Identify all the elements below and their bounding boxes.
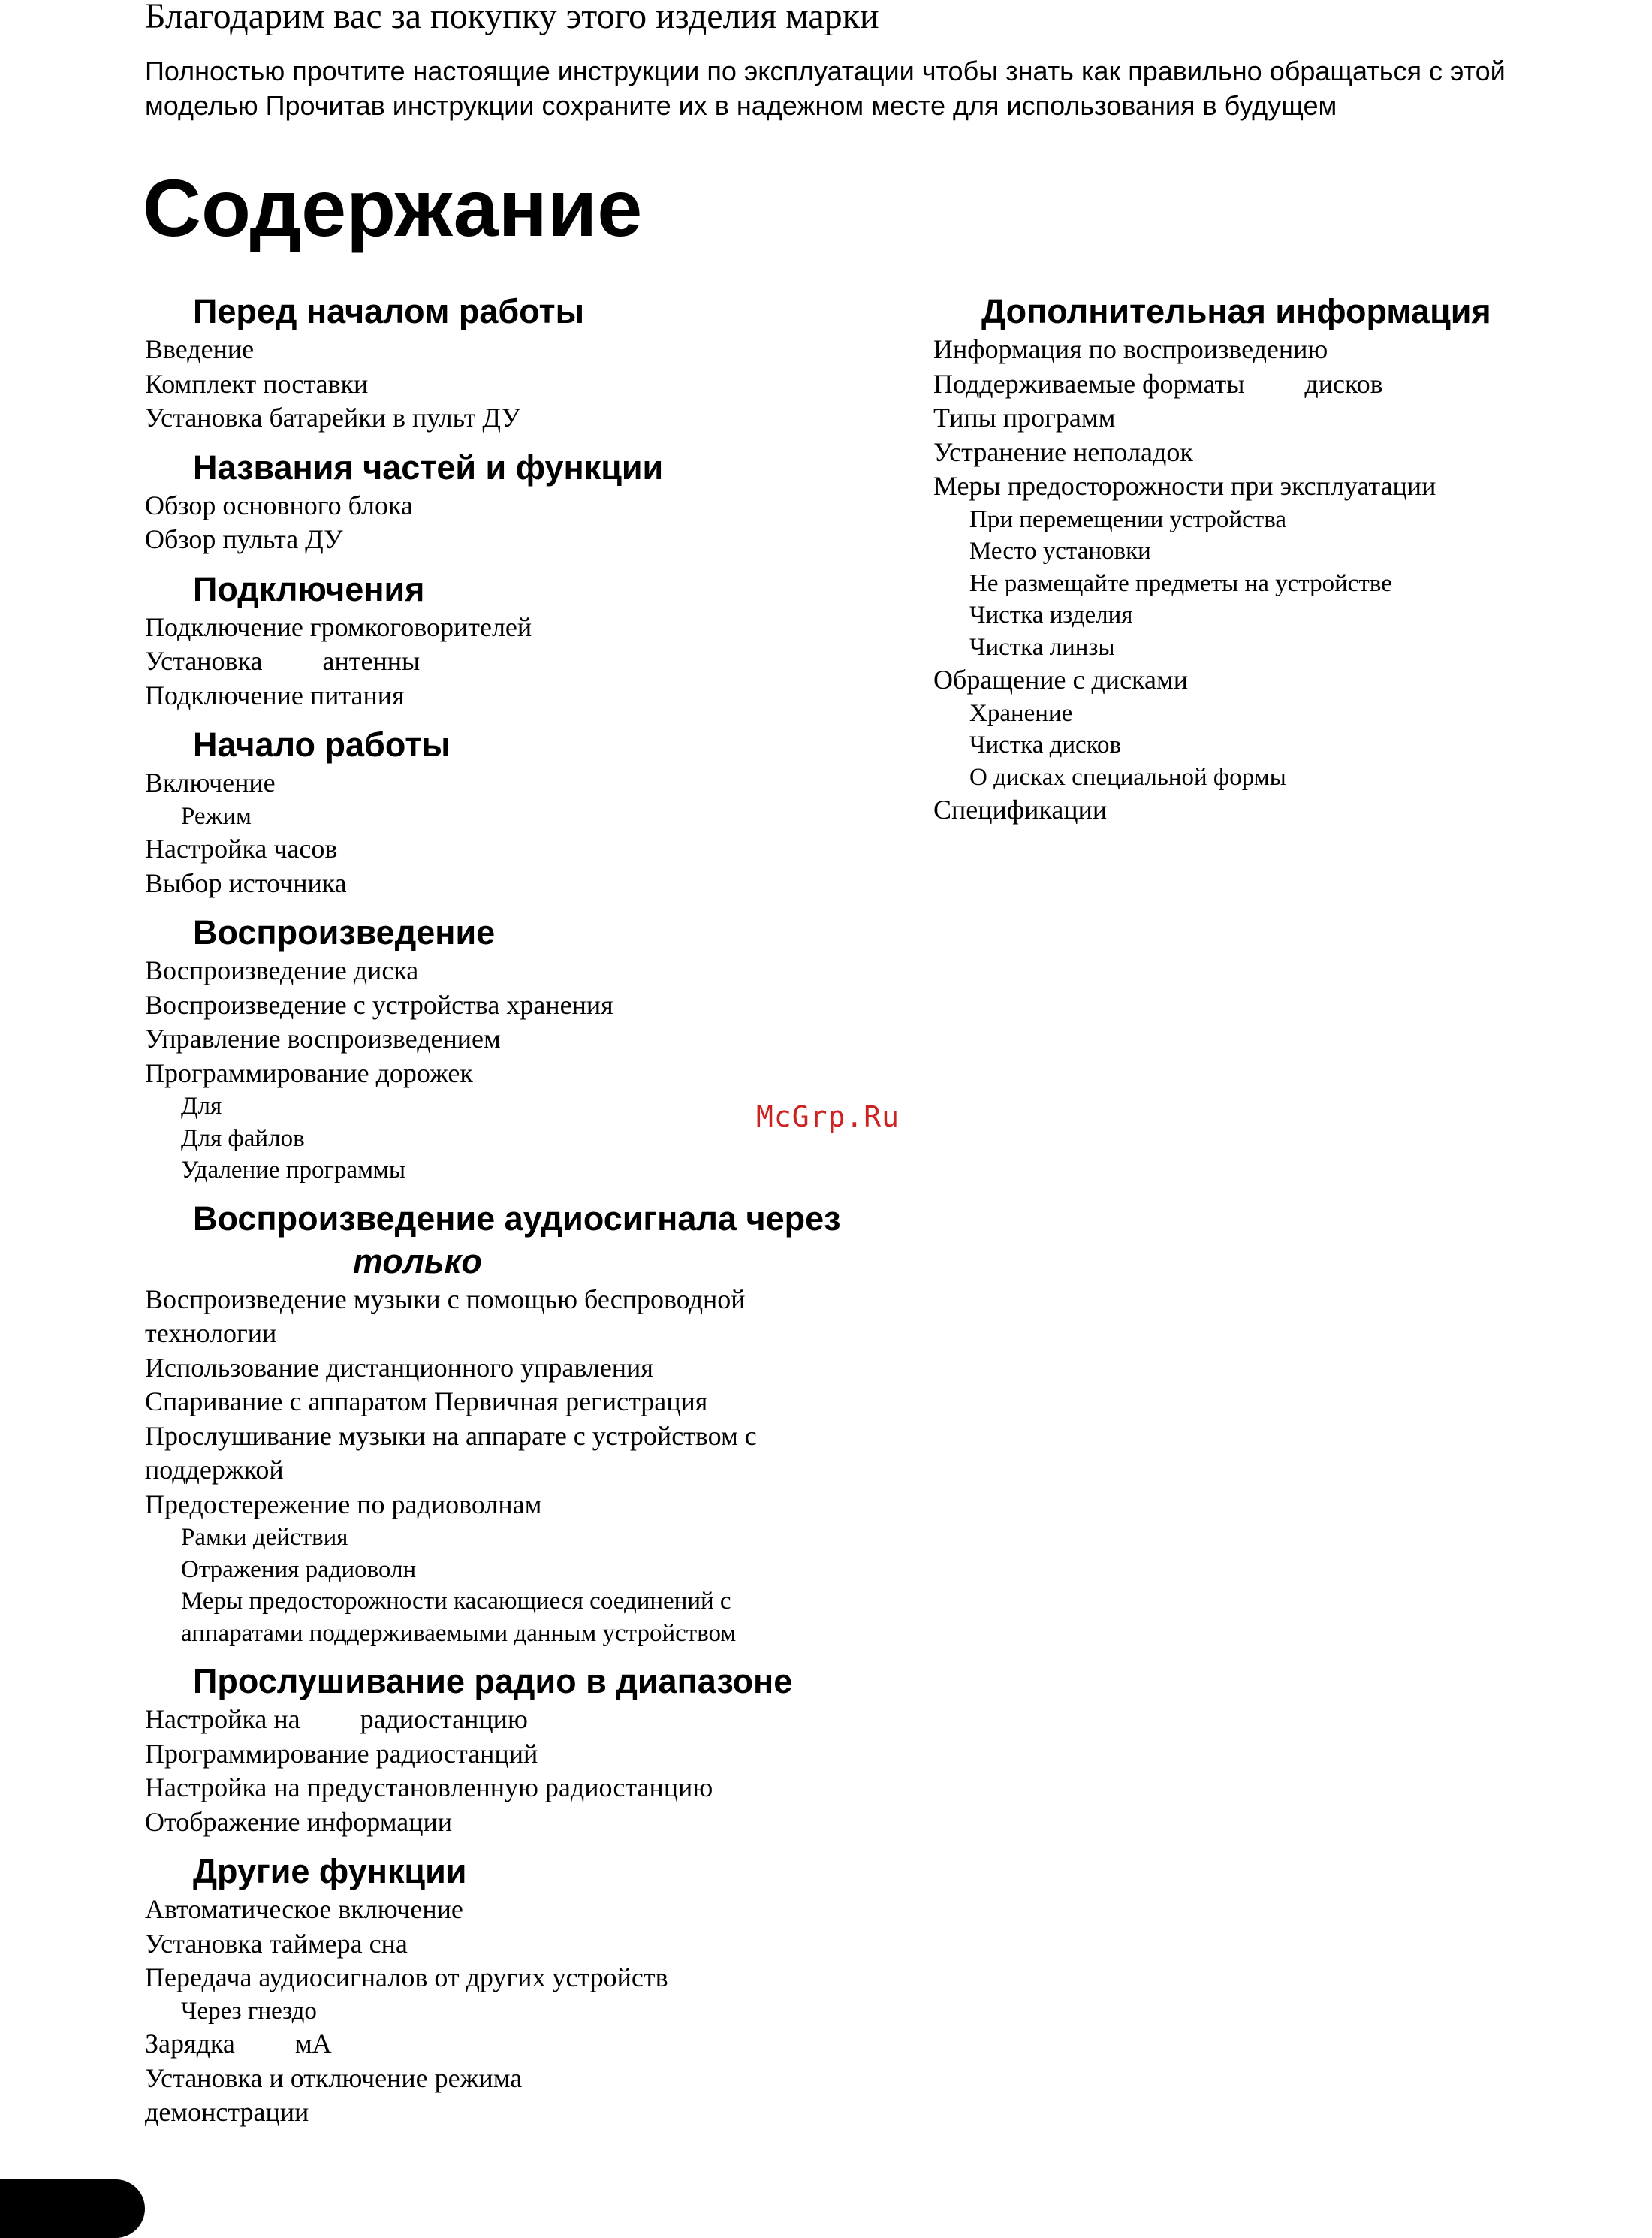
entry-text-after-gap: антенны <box>322 646 421 676</box>
toc-section <box>145 290 926 436</box>
toc-entry[interactable] <box>933 793 1647 828</box>
entry-text: Меры предосторожности касающиеся соединений с <box>181 1588 731 1615</box>
section-title <box>145 1197 926 1283</box>
toc-entry[interactable] <box>145 367 926 402</box>
intro-line: Полностью прочтите настоящие инструкции по эксплуатации чтобы знать как правильно обращаться с этой <box>145 56 1506 86</box>
entry-text: Подключение громкоговорителей <box>145 611 532 642</box>
page-corner-tab <box>0 2179 145 2238</box>
toc-entry[interactable] <box>145 1453 926 1488</box>
toc-entry[interactable] <box>145 1703 926 1737</box>
toc-entry[interactable] <box>933 663 1647 698</box>
entry-text: Рамки действия <box>181 1524 348 1551</box>
toc-subentry[interactable] <box>145 1554 926 1586</box>
toc-entry[interactable] <box>145 679 926 713</box>
entry-text: Использование дистанционного управления <box>145 1352 653 1383</box>
toc-subentry[interactable] <box>933 698 1647 730</box>
toc-entry[interactable] <box>145 644 926 679</box>
toc-subentry[interactable] <box>933 599 1647 632</box>
toc-section <box>933 290 1647 828</box>
toc-entry[interactable] <box>145 1488 926 1522</box>
entry-text: Отображение информации <box>145 1806 453 1837</box>
toc-subentry[interactable] <box>933 568 1647 600</box>
entry-text: Для <box>181 1093 222 1120</box>
section-title-text: Прослушивание радио в диапазоне <box>193 1662 793 1700</box>
toc-left-column <box>145 290 926 2140</box>
entry-text: Автоматическое включение <box>145 1894 463 1924</box>
entry-text: О дисках специальной формы <box>969 763 1286 791</box>
section-title <box>145 1850 926 1893</box>
toc-entry[interactable] <box>145 954 926 988</box>
entry-text: Не размещайте предметы на устройстве <box>969 569 1392 597</box>
section-title <box>933 290 1647 333</box>
toc-subentry[interactable] <box>145 1154 926 1187</box>
toc-subentry[interactable] <box>933 504 1647 536</box>
entry-text: Выбор источника <box>145 867 347 898</box>
toc-entry[interactable] <box>933 436 1647 470</box>
toc-entry[interactable] <box>145 1927 926 1962</box>
toc-entry[interactable] <box>145 1805 926 1840</box>
toc-entry[interactable] <box>145 523 926 557</box>
toc-entry[interactable] <box>145 1893 926 1927</box>
toc-entry[interactable] <box>145 489 926 523</box>
toc-entry[interactable] <box>145 1351 926 1386</box>
section-title-text: Перед началом работы <box>193 292 585 330</box>
entry-text: Комплект поставки <box>145 368 369 399</box>
entry-text: Место установки <box>969 538 1151 565</box>
toc-entry[interactable] <box>145 2062 926 2096</box>
toc-section <box>145 446 926 557</box>
entry-text: Режим <box>181 802 252 830</box>
entry-text: Передача аудиосигналов от других устройств <box>145 1962 668 1992</box>
section-title-text: Дополнительная информация <box>981 292 1491 330</box>
section-title <box>145 1660 926 1703</box>
toc-subentry[interactable] <box>145 1585 926 1618</box>
entry-text: Удаление программы <box>181 1157 406 1184</box>
toc-subentry[interactable] <box>933 632 1647 664</box>
toc-right-column <box>933 290 1647 838</box>
entry-text: Устранение неполадок <box>933 436 1193 467</box>
entry-text: демонстрации <box>145 2097 309 2127</box>
toc-entry[interactable] <box>145 1737 926 1772</box>
entry-text-after-gap: мА <box>294 2028 332 2059</box>
toc-section <box>145 1197 926 1650</box>
entry-text: Типы программ <box>933 403 1116 433</box>
toc-entry[interactable] <box>145 1961 926 1995</box>
toc-entry[interactable] <box>933 401 1647 436</box>
entry-text: При перемещении устройства <box>969 505 1287 533</box>
section-title-text: Воспроизведение <box>193 913 496 952</box>
section-title <box>145 911 926 954</box>
toc-entry[interactable] <box>933 469 1647 504</box>
entry-text: аппаратами поддерживаемыми данным устройством <box>181 1619 737 1647</box>
toc-subentry[interactable] <box>933 729 1647 762</box>
entry-text: Настройка на предустановленную радиостанцию <box>145 1772 713 1802</box>
section-title <box>145 568 926 611</box>
toc-subentry[interactable] <box>145 801 926 833</box>
toc-section <box>145 568 926 713</box>
entry-text: Отражения радиоволн <box>181 1555 417 1583</box>
entry-text: технологии <box>145 1318 277 1348</box>
entry-text: Чистка линзы <box>969 633 1115 661</box>
toc-section <box>145 911 926 1187</box>
toc-entry[interactable] <box>145 766 926 801</box>
entry-text: Меры предосторожности при эксплуатации <box>933 471 1436 501</box>
toc-entry[interactable] <box>145 2027 926 2062</box>
section-title-text: Подключения <box>193 569 425 608</box>
toc-entry[interactable] <box>145 988 926 1023</box>
entry-text: Хранение <box>969 699 1073 727</box>
toc-entry[interactable] <box>145 611 926 645</box>
toc-entry[interactable] <box>145 1283 926 1317</box>
section-subtitle: только <box>353 1241 482 1280</box>
section-title <box>145 290 926 333</box>
entry-text: Установка таймера сна <box>145 1928 408 1959</box>
entry-text: Воспроизведение с устройства хранения <box>145 989 613 1020</box>
toc-entry[interactable] <box>145 333 926 367</box>
entry-text: Установка и отключение режима <box>145 2062 523 2093</box>
entry-text: Через гнездо <box>181 1997 317 2025</box>
entry-text: Предостережение по радиоволнам <box>145 1488 542 1519</box>
toc-entry[interactable] <box>933 333 1647 367</box>
toc-subentry[interactable] <box>145 1522 926 1554</box>
toc-entry[interactable] <box>145 401 926 436</box>
section-title-text: Другие функции <box>193 1852 467 1890</box>
entry-text-after-gap: радиостанцию <box>360 1704 528 1734</box>
entry-text: Воспроизведение диска <box>145 955 419 985</box>
watermark: McGrp.Ru <box>756 1100 900 1133</box>
entry-text: Программирование дорожек <box>145 1057 473 1088</box>
entry-text: Воспроизведение музыки с помощью беспроводной <box>145 1283 746 1314</box>
toc-entry[interactable] <box>145 1771 926 1805</box>
toc-subentry[interactable] <box>145 1618 926 1650</box>
entry-text: Настройка часов <box>145 834 338 864</box>
entry-text: Обращение с дисками <box>933 665 1189 695</box>
entry-text: Спаривание с аппаратом Первичная регистрация <box>145 1386 708 1416</box>
toc-subentry[interactable] <box>933 762 1647 794</box>
toc-subentry[interactable] <box>145 1995 926 2028</box>
section-title <box>145 446 926 489</box>
entry-text: Включение <box>145 768 276 798</box>
entry-text: Спецификации <box>933 795 1108 825</box>
toc-entry[interactable] <box>145 2095 926 2130</box>
entry-text: Поддерживаемые форматы <box>933 368 1245 399</box>
intro-line: моделью Прочитав инструкции сохраните их в надежном месте для использования в будущем <box>145 90 1337 121</box>
toc-section <box>145 1660 926 1839</box>
entry-text: Установка <box>145 646 263 676</box>
entry-text: Информация по воспроизведению <box>933 334 1328 364</box>
section-title-text: Начало работы <box>193 725 451 764</box>
toc-entry[interactable] <box>145 1385 926 1419</box>
entry-text: Программирование радиостанций <box>145 1738 538 1769</box>
toc-entry[interactable] <box>145 832 926 867</box>
entry-text: Введение <box>145 334 255 364</box>
toc-section <box>145 1850 926 2130</box>
entry-text: Управление воспроизведением <box>145 1024 501 1054</box>
toc-entry[interactable] <box>145 867 926 901</box>
entry-text: Чистка изделия <box>969 602 1133 629</box>
entry-text: Установка батарейки в пульт ДУ <box>145 403 520 433</box>
entry-text: Зарядка <box>145 2028 235 2059</box>
entry-text-after-gap: дисков <box>1304 368 1383 399</box>
section-title-text: Воспроизведение аудиосигнала через <box>193 1199 841 1238</box>
intro-paragraph <box>145 54 1647 123</box>
entry-text: Прослушивание музыки на аппарате с устройством с <box>145 1420 757 1451</box>
entry-text: Обзор основного блока <box>145 490 413 520</box>
entry-text: Чистка дисков <box>969 731 1122 759</box>
toc-section <box>145 723 926 900</box>
section-title-text: Названия частей и функции <box>193 448 664 487</box>
intro-heading: Благодарим вас за покупку этого изделия марки <box>145 0 879 36</box>
entry-text: Для файлов <box>181 1124 305 1152</box>
entry-text: Подключение питания <box>145 680 405 710</box>
page-title: Содержание <box>143 162 643 253</box>
toc-entry[interactable] <box>933 367 1647 402</box>
toc-subentry[interactable] <box>933 535 1647 568</box>
entry-text: поддержкой <box>145 1455 284 1485</box>
section-title <box>145 723 926 766</box>
toc-entry[interactable] <box>145 1057 926 1091</box>
toc-entry[interactable] <box>145 1022 926 1057</box>
entry-text: Настройка на <box>145 1704 300 1734</box>
entry-text: Обзор пульта ДУ <box>145 524 343 554</box>
toc-entry[interactable] <box>145 1419 926 1454</box>
toc-entry[interactable] <box>145 1317 926 1351</box>
